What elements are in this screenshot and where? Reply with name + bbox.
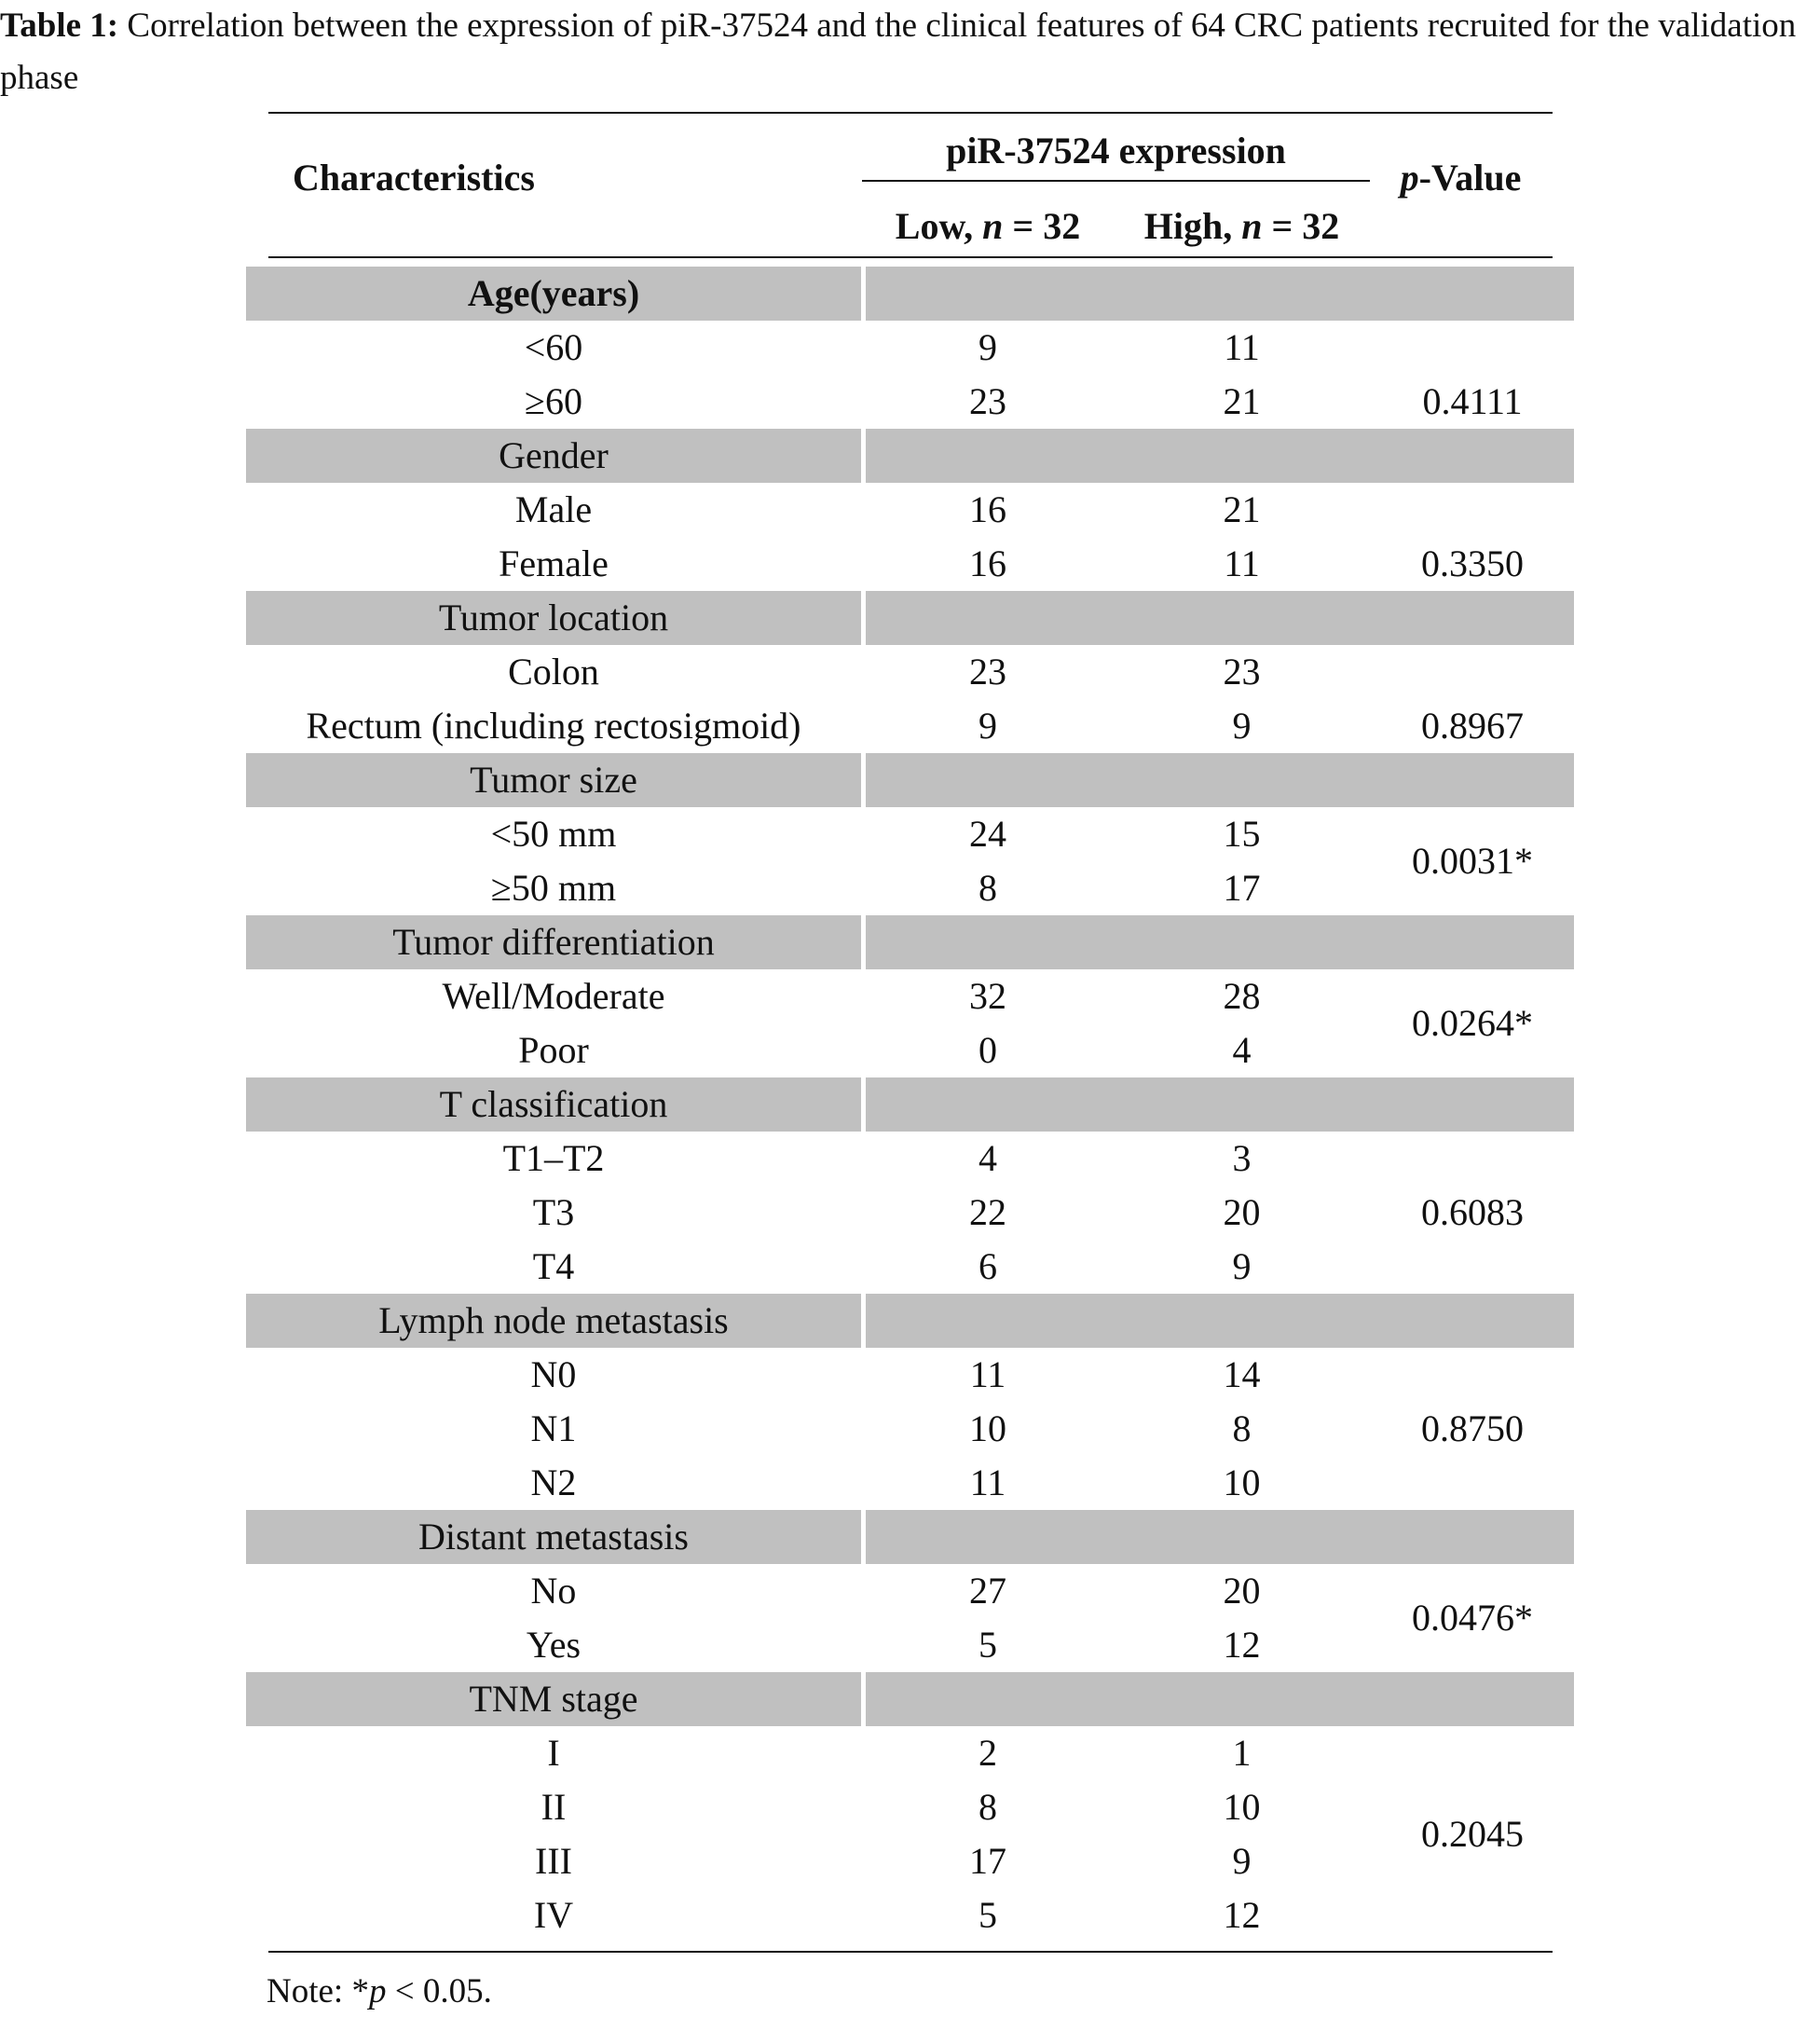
high-count: 10 [1223,1461,1261,1503]
high-count: 12 [1223,1624,1261,1666]
low-count: 24 [969,813,1006,855]
row-label: <50 mm [490,813,617,855]
row-label: T3 [532,1191,575,1233]
low-count: 5 [978,1894,997,1936]
low-count: 27 [969,1570,1006,1612]
header-low [862,199,1114,254]
high-count: 9 [1232,705,1252,747]
table-caption [0,0,1820,104]
group-title: TNM stage [469,1678,638,1720]
p-value: 0.0476* [1412,1597,1533,1639]
row-label: III [535,1840,572,1882]
row-label: N1 [530,1407,577,1449]
high-count: 20 [1223,1191,1261,1233]
row-label: Poor [518,1029,589,1071]
header-text: p-Value [1400,157,1522,199]
band-separator [1614,267,1619,321]
low-count: 10 [969,1407,1006,1449]
table-note [267,1967,492,2017]
band-separator [861,1077,866,1132]
row-label: II [541,1786,567,1828]
band-separator [861,429,866,483]
band-separator [1614,915,1619,969]
band-separator [861,1294,866,1348]
low-count: 6 [978,1245,997,1287]
low-count: 9 [978,326,997,368]
high-count: 21 [1223,380,1261,422]
high-count: 9 [1232,1245,1252,1287]
group-title: Distant metastasis [418,1516,689,1557]
high-count: 23 [1223,651,1261,693]
low-count: 2 [978,1732,997,1774]
note-text: Note: *p < 0.05. [267,1972,492,2010]
low-count: 4 [978,1137,997,1179]
caption-label: Table 1: [0,7,119,45]
header-text: High, n = 32 [1143,205,1340,247]
row-label: No [530,1570,577,1612]
header-high [1114,199,1370,254]
band-separator [1614,753,1619,807]
bottom-rule [268,1951,1553,1953]
p-value: 0.0031* [1412,840,1533,882]
p-value: 0.8750 [1421,1407,1524,1449]
low-count: 23 [969,380,1006,422]
row-label: Yes [526,1624,582,1666]
band-separator [861,915,866,969]
low-count: 8 [978,1786,997,1828]
header-rule [268,256,1553,258]
header-text: Low, n = 32 [895,205,1081,247]
p-value: 0.6083 [1421,1191,1524,1233]
top-rule [268,112,1553,114]
high-count: 21 [1223,488,1261,530]
low-count: 17 [969,1840,1006,1882]
band-separator [861,1672,866,1726]
row-label: IV [533,1894,574,1936]
low-count: 9 [978,705,997,747]
band-separator [1614,1510,1619,1564]
high-count: 9 [1232,1840,1252,1882]
header-expression-group: piR-37524 expression [946,130,1286,172]
row-label: T4 [532,1245,575,1287]
high-count: 3 [1232,1137,1252,1179]
band-separator [1614,591,1619,645]
low-count: 32 [969,975,1006,1017]
high-count: 1 [1232,1732,1252,1774]
low-count: 5 [978,1624,997,1666]
high-count: 20 [1223,1570,1261,1612]
row-label: ≥50 mm [490,867,617,909]
row-label: <60 [524,326,583,368]
p-value: 0.3350 [1421,542,1524,584]
p-value: 0.2045 [1421,1813,1524,1855]
row-label: ≥60 [525,380,582,422]
high-count: 14 [1223,1353,1261,1395]
low-count: 22 [969,1191,1006,1233]
high-count: 11 [1224,326,1260,368]
high-count: 8 [1232,1407,1252,1449]
row-label: N0 [530,1353,577,1395]
band-separator [1614,1672,1619,1726]
band-separator [1614,1294,1619,1348]
high-count: 15 [1223,813,1261,855]
band-separator [861,753,866,807]
p-value: 0.0264* [1412,1002,1533,1044]
header-characteristics: Characteristics [293,157,535,199]
low-count: 23 [969,651,1006,693]
header-pvalue [1370,151,1552,205]
low-count: 0 [978,1029,997,1071]
band-separator [1614,429,1619,483]
group-title: Tumor differentiation [392,921,715,963]
row-label: T1–T2 [502,1137,605,1179]
high-count: 28 [1223,975,1261,1017]
caption-text: Correlation between the expression of piR-37524 and the clinical features of 64 CRC patients recruited for the validation phase [0,7,1797,97]
low-count: 16 [969,542,1006,584]
p-value: 0.4111 [1422,380,1523,422]
low-count: 11 [969,1353,1006,1395]
row-label: Male [514,488,593,530]
row-label: N2 [530,1461,577,1503]
group-title: Gender [499,434,609,476]
low-count: 16 [969,488,1006,530]
high-count: 12 [1223,1894,1261,1936]
row-label: Well/Moderate [442,975,665,1017]
band-separator [861,1510,866,1564]
group-title: Lymph node metastasis [378,1299,729,1341]
band-separator [861,591,866,645]
p-value: 0.8967 [1421,705,1524,747]
row-label: I [547,1732,560,1774]
row-label: Female [499,542,609,584]
high-count: 4 [1232,1029,1252,1071]
low-count: 8 [978,867,997,909]
high-count: 10 [1223,1786,1261,1828]
expression-group-rule [862,180,1370,182]
group-title: T classification [439,1083,668,1125]
band-separator [1614,1077,1619,1132]
group-title: Tumor size [470,759,637,801]
band-separator [861,267,866,321]
group-title: Tumor location [438,597,669,638]
high-count: 11 [1224,542,1260,584]
high-count: 17 [1223,867,1261,909]
group-title: Age(years) [467,272,640,314]
row-label: Colon [508,651,599,693]
row-label: Rectum (including rectosigmoid) [306,705,801,747]
low-count: 11 [969,1461,1006,1503]
